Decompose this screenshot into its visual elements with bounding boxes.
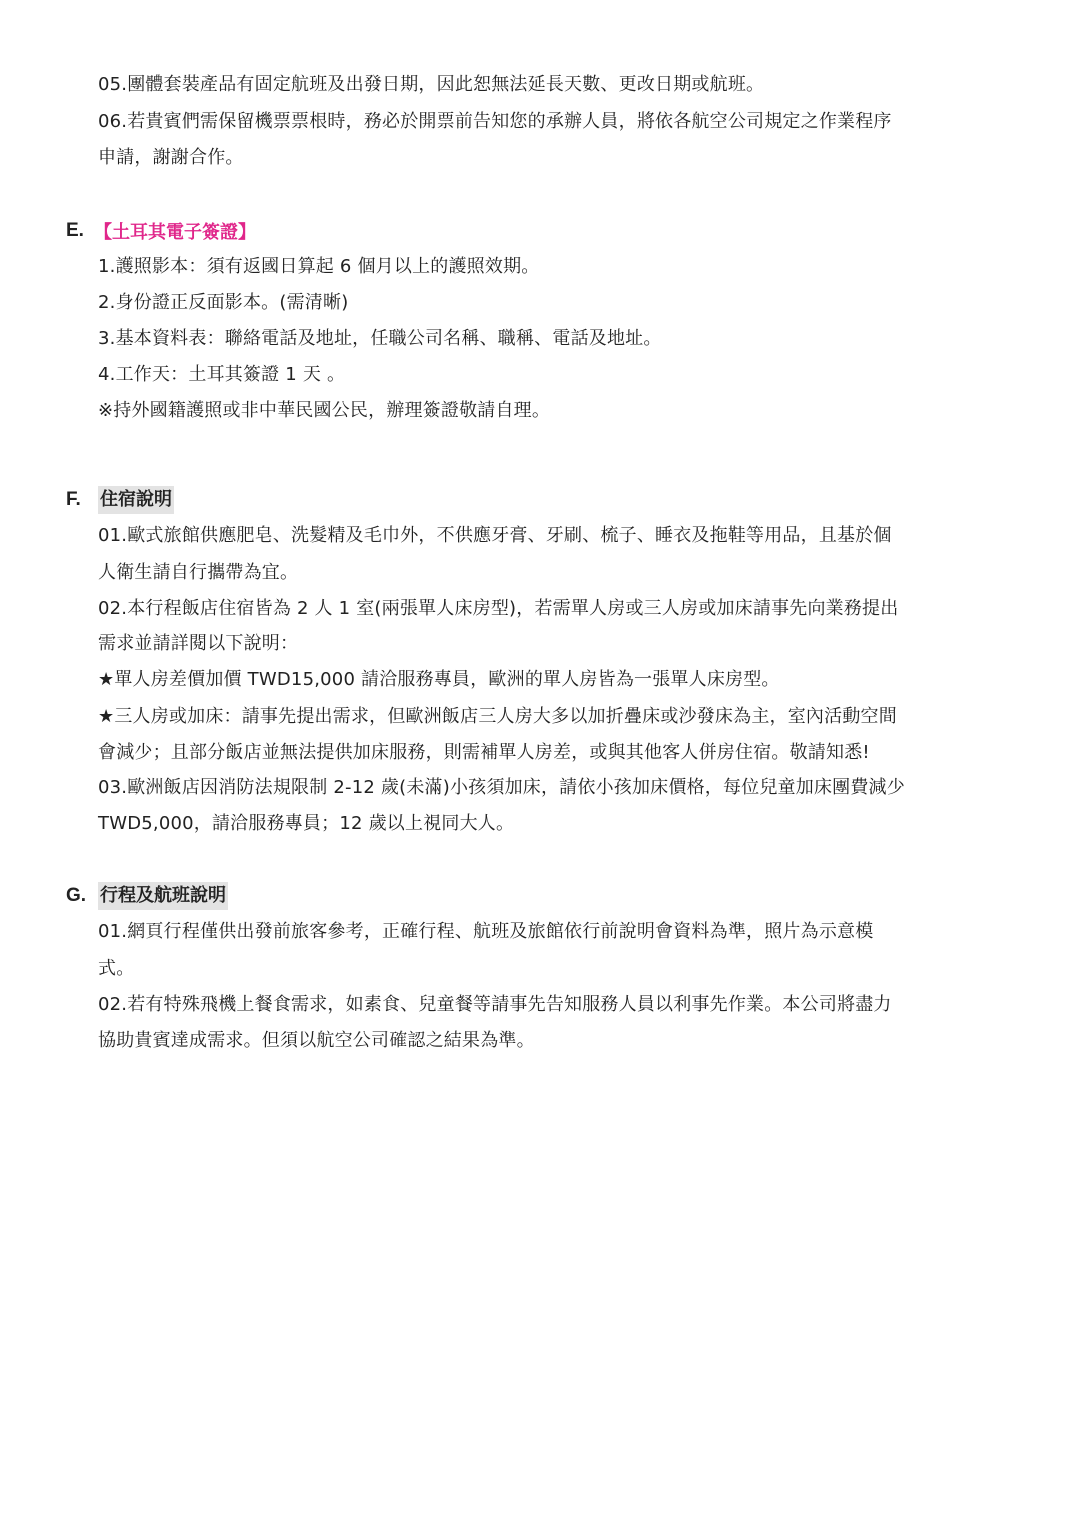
section-title: 住宿說明: [98, 486, 174, 514]
section-title: 【土耳其電子簽證】: [94, 222, 256, 243]
text-line: TWD5,000，請洽服務專員；12 歲以上視同大人。: [98, 813, 515, 834]
section-title: 行程及航班說明: [98, 882, 228, 910]
section-letter: F.: [66, 489, 81, 510]
text-line: 1.護照影本：須有返國日算起 6 個月以上的護照效期。: [98, 256, 540, 277]
text-line: 式。: [98, 958, 135, 979]
text-line: 協助貴賓達成需求。但須以航空公司確認之結果為準。: [98, 1030, 535, 1051]
text-line: ★三人房或加床：請事先提出需求，但歐洲飯店三人房大多以加折疊床或沙發床為主，室內活動空間: [98, 706, 897, 727]
text-line: 06.若貴賓們需保留機票票根時，務必於開票前告知您的承辦人員，將依各航空公司規定之作業程序: [98, 111, 892, 132]
text-line: 2.身份證正反面影本。(需清晰): [98, 292, 349, 313]
section-letter: G.: [66, 885, 87, 906]
text-line: 會減少；且部分飯店並無法提供加床服務，則需補單人房差，或與其他客人併房住宿。敬請知悉!: [98, 742, 870, 763]
text-line: 02.本行程飯店住宿皆為 2 人 1 室(兩張單人床房型)，若需單人房或三人房或加床請事先向業務提出: [98, 598, 899, 619]
text-line: 01.網頁行程僅供出發前旅客參考，正確行程、航班及旅館依行前說明會資料為準，照片為示意模: [98, 921, 874, 942]
text-line: 4.工作天：土耳其簽證 1 天 。: [98, 364, 346, 385]
text-line: 05.團體套裝產品有固定航班及出發日期，因此恕無法延長天數、更改日期或航班。: [98, 74, 765, 95]
section-f-heading: [66, 486, 174, 514]
text-line: ★單人房差價加價 TWD15,000 請洽服務專員，歐洲的單人房皆為一張單人床房型。: [98, 669, 780, 690]
text-line: 申請，謝謝合作。: [98, 147, 244, 168]
text-line: ※持外國籍護照或非中華民國公民，辦理簽證敬請自理。: [98, 400, 551, 421]
text-line: 03.歐洲飯店因消防法規限制 2-12 歲(未滿)小孩須加床，請依小孩加床價格，每位兒童加床團費減少: [98, 777, 905, 798]
section-e-heading: [66, 217, 256, 245]
text-line: 人衛生請自行攜帶為宜。: [98, 562, 299, 583]
text-line: 3.基本資料表：聯絡電話及地址，任職公司名稱、職稱、電話及地址。: [98, 328, 662, 349]
section-g-heading: [66, 882, 228, 910]
text-line: 需求並請詳閱以下說明：: [98, 633, 299, 654]
text-line: 01.歐式旅館供應肥皂、洗髮精及毛巾外，不供應牙膏、牙刷、梳子、睡衣及拖鞋等用品，且基於個: [98, 525, 892, 546]
text-line: 02.若有特殊飛機上餐食需求，如素食、兒童餐等請事先告知服務人員以利事先作業。本公司將盡力: [98, 994, 892, 1015]
section-letter: E.: [66, 220, 84, 241]
